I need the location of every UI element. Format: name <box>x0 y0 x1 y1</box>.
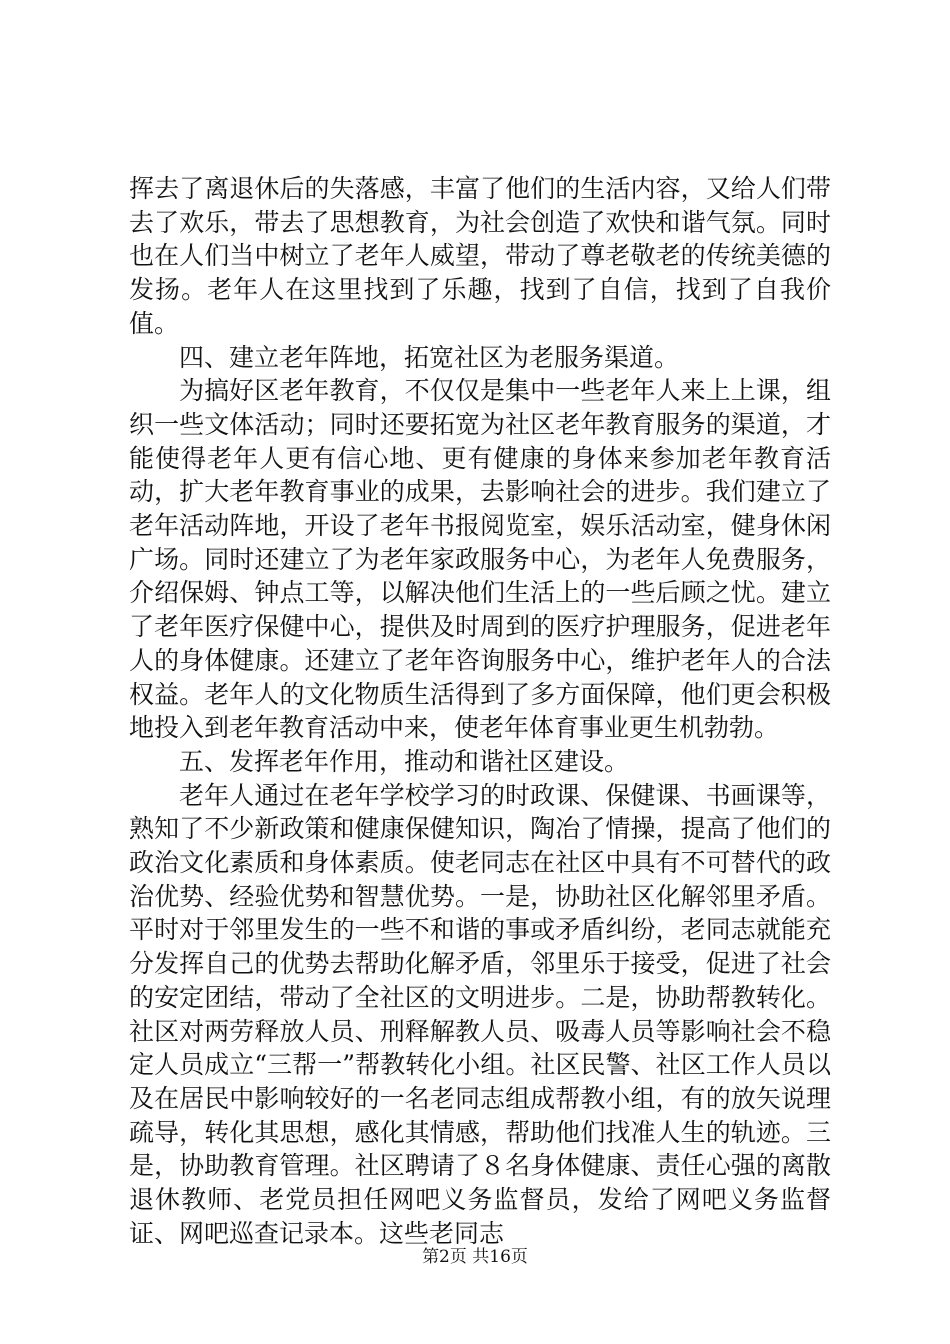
section-heading-five: 五、发挥老年作用，推动和谐社区建设。 <box>179 746 630 776</box>
paragraph-section-four: 为搞好区老年教育，不仅仅是集中一些老年人来上上课，组织一些文体活动；同时还要拓宽为社区老年教育服务的渠道，才能使得老年人更有信心地、更有健康的身体来参加老年教育活动，扩大老年教育事业的成果，去影响社会的进步。我们建立了老年活动阵地，开设了老年书报阅览室，娱乐活动室，健身休闲广场。同时还建立了为老年家政服务中心，为老年人免费服务，介绍保姆、钟点工等，以解决他们生活上的一些后顾之忧。建立了老年医疗保健中心，提供及时周到的医疗护理服务，促进老年人的身体健康。还建立了老年咨询服务中心，维护老年人的合法权益。老年人的文化物质生活得到了多方面保障，他们更会积极地投入到老年教育活动中来，使老年体育事业更生机勃勃。 <box>129 376 831 743</box>
paragraph-section-five: 老年人通过在老年学校学习的时政课、保健课、书画课等，熟知了不少新政策和健康保健知识，陶冶了情操，提高了他们的政治文化素质和身体素质。使老同志在社区中具有不可替代的政治优势、经验优势和智慧优势。一是，协助社区化解邻里矛盾。平时对于邻里发生的一些不和谐的事或矛盾纠纷，老同志就能充分发挥自己的优势去帮助化解矛盾，邻里乐于接受，促进了社会的安定团结，带动了全社区的文明进步。二是，协助帮教转化。社区对两劳释放人员、刑释解教人员、吸毒人员等影响社会不稳定人员成立“三帮一”帮教转化小组。社区民警、社区工作人员以及在居民中影响较好的一名老同志组成帮教小组，有的放矢说理疏导，转化其思想，感化其情感，帮助他们找准人生的轨迹。三是，协助教育管理。社区聘请了８名身体健康、责任心强的离散退休教师、老党员担任网吧义务监督员，发给了网吧义务监督证、网吧巡查记录本。这些老同志 <box>129 780 831 1248</box>
document-body <box>129 172 831 1251</box>
paragraph-continuation: 挥去了离退休后的失落感，丰富了他们的生活内容，又给人们带去了欢乐，带去了思想教育，为社会创造了欢快和谐气氛。同时也在人们当中树立了老年人威望，带动了尊老敬老的传统美德的发扬。老年人在这里找到了乐趣，找到了自信，找到了自我价值。 <box>129 174 831 338</box>
page-number-footer: 第2页 共16页 <box>422 1247 528 1267</box>
section-heading-four: 四、建立老年阵地，拓宽社区为老服务渠道。 <box>179 342 680 372</box>
